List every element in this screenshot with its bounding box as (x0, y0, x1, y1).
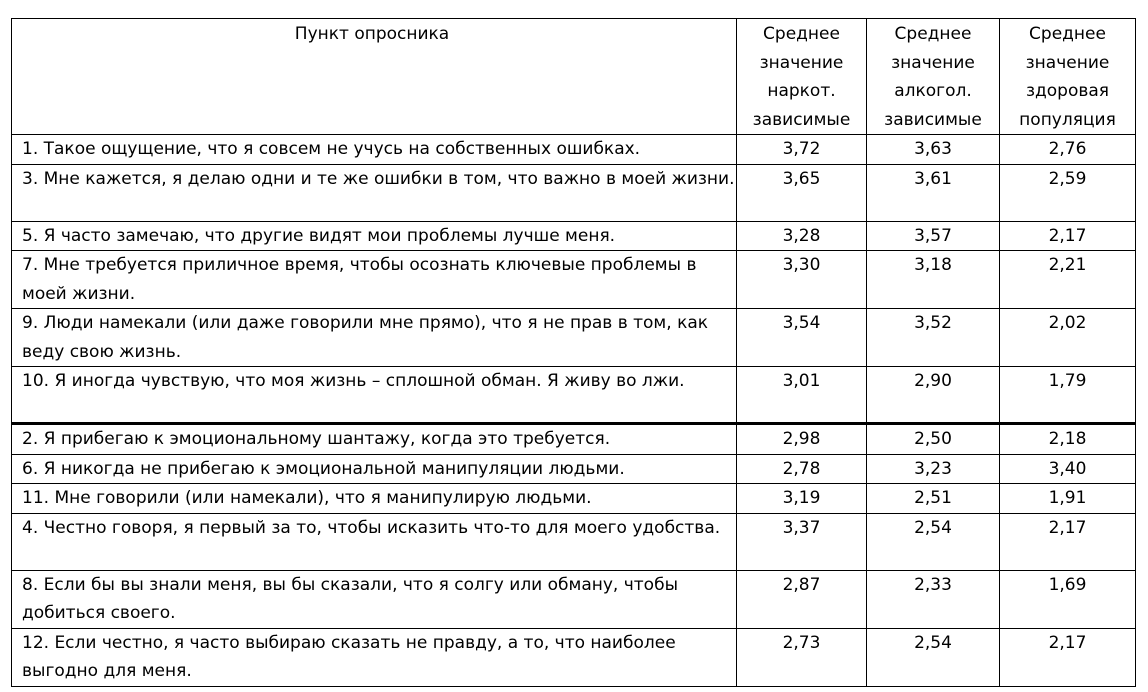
table-row (12, 221, 1136, 251)
item-cell: 12. Если честно, я часто выбираю сказать не правду, а то, что наиболее выгодно для меня. (12, 628, 737, 686)
drug-value-cell: 2,78 (737, 454, 867, 484)
item-cell: 10. Я иногда чувствую, что моя жизнь – сплошной обман. Я живу во лжи. (12, 367, 737, 424)
item-cell: 6. Я никогда не прибегаю к эмоциональной манипуляции людьми. (12, 454, 737, 484)
healthy-value-cell: 2,02 (1000, 309, 1136, 367)
item-cell: 7. Мне требуется приличное время, чтобы осознать ключевые проблемы в моей жизни. (12, 251, 737, 309)
item-cell: 3. Мне кажется, я делаю одни и те же ошибки в том, что важно в моей жизни. (12, 164, 737, 221)
alcohol-value-cell: 2,54 (867, 513, 1000, 570)
item-cell: 5. Я часто замечаю, что другие видят мои проблемы лучше меня. (12, 221, 737, 251)
healthy-value-cell: 2,59 (1000, 164, 1136, 221)
drug-value-cell: 3,65 (737, 164, 867, 221)
healthy-value-cell: 1,79 (1000, 367, 1136, 424)
alcohol-value-cell: 2,33 (867, 570, 1000, 628)
alcohol-value-cell: 3,63 (867, 135, 1000, 165)
drug-value-cell: 3,01 (737, 367, 867, 424)
survey-table (11, 18, 1136, 687)
healthy-value-cell: 2,17 (1000, 221, 1136, 251)
drug-value-cell: 3,54 (737, 309, 867, 367)
healthy-value-cell: 3,40 (1000, 454, 1136, 484)
alcohol-value-cell: 2,50 (867, 424, 1000, 455)
table-row (12, 454, 1136, 484)
healthy-value-cell: 1,69 (1000, 570, 1136, 628)
drug-value-cell: 3,72 (737, 135, 867, 165)
table-row (12, 251, 1136, 309)
alcohol-value-cell: 2,90 (867, 367, 1000, 424)
alcohol-value-cell: 3,18 (867, 251, 1000, 309)
healthy-value-cell: 2,76 (1000, 135, 1136, 165)
drug-value-cell: 3,28 (737, 221, 867, 251)
drug-value-cell: 3,19 (737, 484, 867, 514)
alcohol-value-cell: 3,23 (867, 454, 1000, 484)
table-row (12, 628, 1136, 686)
header-item: Пункт опросника (12, 19, 737, 135)
item-cell: 8. Если бы вы знали меня, вы бы сказали, что я солгу или обману, чтобы добиться своего. (12, 570, 737, 628)
drug-value-cell: 2,73 (737, 628, 867, 686)
item-cell: 9. Люди намекали (или даже говорили мне прямо), что я не прав в том, как веду свою жизнь. (12, 309, 737, 367)
table-row (12, 135, 1136, 165)
item-cell: 11. Мне говорили (или намекали), что я манипулирую людьми. (12, 484, 737, 514)
drug-value-cell: 2,98 (737, 424, 867, 455)
alcohol-value-cell: 2,54 (867, 628, 1000, 686)
header-healthy-mean: Среднее значение здоровая популяция (1000, 19, 1136, 135)
item-cell: 4. Честно говоря, я первый за то, чтобы исказить что-то для моего удобства. (12, 513, 737, 570)
alcohol-value-cell: 3,52 (867, 309, 1000, 367)
table-row (12, 164, 1136, 221)
alcohol-value-cell: 3,61 (867, 164, 1000, 221)
alcohol-value-cell: 2,51 (867, 484, 1000, 514)
table-row (12, 367, 1136, 424)
drug-value-cell: 3,30 (737, 251, 867, 309)
table-row (12, 424, 1136, 455)
healthy-value-cell: 2,18 (1000, 424, 1136, 455)
alcohol-value-cell: 3,57 (867, 221, 1000, 251)
healthy-value-cell: 2,17 (1000, 513, 1136, 570)
header-drug-mean: Среднее значение наркот. зависимые (737, 19, 867, 135)
healthy-value-cell: 2,21 (1000, 251, 1136, 309)
table-row (12, 309, 1136, 367)
item-cell: 2. Я прибегаю к эмоциональному шантажу, когда это требуется. (12, 424, 737, 455)
header-row (12, 19, 1136, 135)
header-alcohol-mean: Среднее значение алкогол. зависимые (867, 19, 1000, 135)
item-cell: 1. Такое ощущение, что я совсем не учусь на собственных ошибках. (12, 135, 737, 165)
drug-value-cell: 3,37 (737, 513, 867, 570)
healthy-value-cell: 1,91 (1000, 484, 1136, 514)
drug-value-cell: 2,87 (737, 570, 867, 628)
table-row (12, 484, 1136, 514)
healthy-value-cell: 2,17 (1000, 628, 1136, 686)
table-row (12, 570, 1136, 628)
table-row (12, 513, 1136, 570)
